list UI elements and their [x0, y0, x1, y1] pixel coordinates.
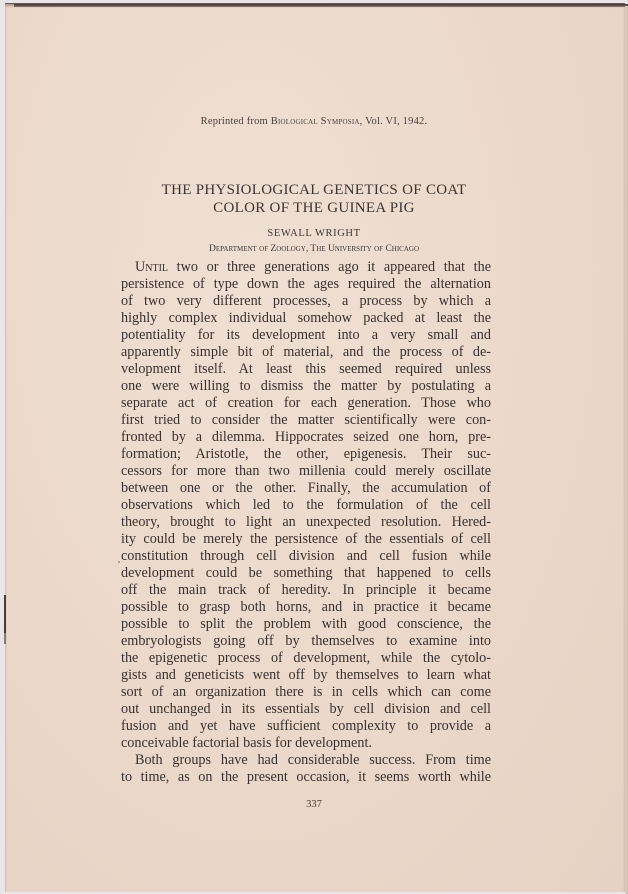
body-line: observations which led to the formulation of the cell	[121, 497, 491, 513]
body-line: development could be something that happened to cells	[121, 565, 491, 581]
title-line: THE PHYSIOLOGICAL GENETICS OF COAT	[161, 182, 467, 198]
title-line: COLOR OF THE GUINEA PIG	[213, 200, 415, 216]
article-title	[0, 181, 628, 217]
body-line: gists and geneticists went off by themselves to learn what	[121, 667, 491, 683]
reprint-notice	[0, 116, 628, 127]
page-top-edge	[14, 4, 628, 7]
body-line: highly complex individual somehow packed at least the	[121, 310, 491, 326]
body-line: possible to grasp both horns, and in practice it became	[121, 599, 491, 615]
body-line: fronted by a dilemma. Hippocrates seized one horn, pre-	[121, 429, 491, 445]
body-line: one were willing to dismiss the matter by postulating a	[121, 378, 491, 394]
body-line: potentiality for its development into a very small and	[121, 327, 491, 343]
body-line: possible to split the problem with good conscience, the	[121, 616, 491, 632]
body-line	[121, 259, 491, 276]
staple-mark	[4, 620, 6, 644]
body-line: between one or the other. Finally, the accumulation of	[121, 480, 491, 496]
reprint-suffix: , Vol. VI, 1942.	[359, 116, 428, 127]
body-line: off the main track of heredity. In principle it became	[121, 582, 491, 598]
paper-speck	[118, 561, 120, 563]
body-line: to time, as on the present occasion, it seems worth while	[121, 769, 491, 785]
body-line: persistence of type down the ages required the alternation	[121, 276, 491, 292]
body-line: velopment itself. At least this seemed required unless	[121, 361, 491, 377]
author-affiliation: Department of Zoology, The University of Chicago	[209, 244, 419, 254]
body-line: embryologists going off by themselves to examine into	[121, 633, 491, 649]
body-line: sort of an organization there is in cells which can come	[121, 684, 491, 700]
body-line: ity could be merely the persistence of the essentials of cell	[121, 531, 491, 547]
body-line: Both groups have had considerable success. From time	[135, 752, 491, 768]
journal-name: Biological Symposia	[270, 116, 360, 127]
body-line: separate act of creation for each generation. Those who	[121, 395, 491, 411]
body-line: conceivable factorial basis for development.	[121, 735, 372, 751]
drop-word: Until	[135, 259, 169, 275]
body-line: of two very different processes, a process by which a	[121, 293, 491, 309]
page-number: 337	[306, 799, 322, 810]
body-line: constitution through cell division and cell fusion while	[121, 548, 491, 564]
body-line: fusion and yet have sufficient complexity to provide a	[121, 718, 491, 734]
body-text	[121, 259, 491, 786]
reprint-prefix: Reprinted from	[200, 116, 271, 127]
body-line: formation; Aristotle, the other, epigenesis. Their suc-	[121, 446, 491, 462]
body-line: theory, brought to light an unexpected resolution. Hered-	[121, 514, 491, 530]
body-line: first tried to consider the matter scientifically were con-	[121, 412, 491, 428]
body-line: cessors for more than two millenia could merely oscillate	[121, 463, 491, 479]
author-name: SEWALL WRIGHT	[267, 228, 361, 239]
body-line: apparently simple bit of material, and the process of de-	[121, 344, 491, 360]
body-line: out unchanged in its essentials by cell division and cell	[121, 701, 491, 717]
body-line-text: two or three generations ago it appeared that the	[168, 259, 491, 275]
body-line: the epigenetic process of development, while the cytolo-	[121, 650, 491, 666]
